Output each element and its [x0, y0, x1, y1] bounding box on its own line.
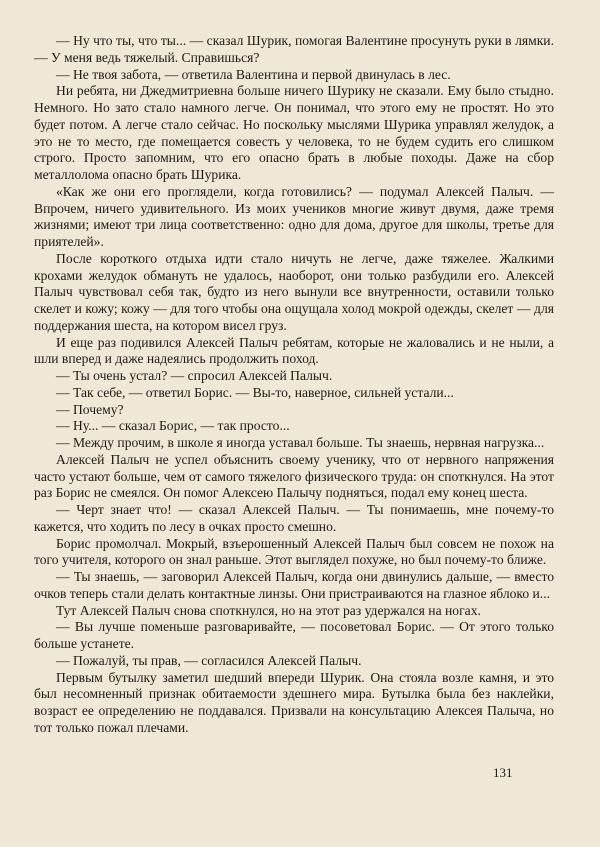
- page-text: [34, 33, 554, 737]
- paragraph: — Ты очень устал? — спросил Алексей Палыч.: [56, 368, 333, 383]
- paragraph: Ни ребята, ни Джедмитриевна больше ничего Шурику не сказали. Ему было стыдно. Немного. Но зато стало намного легче. Он понимал, что этого ему не простят. Но это будет потом. А легче стало сейчас. Но поскольку мыслями Шурика управлял желудок, а это не то место, где помещается совесть у человека, то не будем судить его слишком строго. Просто запомним, что его опасно брать в любые походы. Даже на сбор металлолома опасно брать Шурика.: [34, 83, 554, 182]
- paragraph: — Не твоя забота, — ответила Валентина и первой двинулась в лес.: [56, 66, 451, 82]
- paragraph: Тут Алексей Палыч снова споткнулся, но на этот раз удержался на ногах.: [56, 602, 481, 618]
- paragraph: — Почему?: [56, 401, 124, 417]
- paragraph: «Как же они его проглядели, когда готовились? — подумал Алексей Палыч. — Впрочем, ничего удивительного. Из моих учеников многие живут двумя, даже тремя жизнями; имеют три лица соответственно: одно для дома, другое для школы, третье для приятелей».: [34, 183, 554, 249]
- paragraph: — Так себе, — ответил Борис. — Вы-то, наверное, сильней устали...: [56, 384, 454, 400]
- paragraph: Алексей Палыч не успел объяснить своему ученику, что от нервного напряжения часто устают больше, чем от самого тяжелого физического труда: он споткнулся. На этот раз Борис не смеялся. Он помог Алексею Палычу подняться, подал ему конец шеста.: [34, 451, 554, 501]
- paragraph: — Ну что ты, что ты... — сказал Шурик, помогая Валентине просунуть руки в лямки. — У меня ведь тяжелый. Справишься?: [34, 33, 554, 65]
- paragraph: После короткого отдыха идти стало ничуть не легче, даже тяжелее. Жалкими крохами желудок обмануть не удалось, наоборот, они только разбудили его. Алексей Палыч чувствовал себя так, будто из него вынули все внутренности, оставили только скелет и кожу; кожу — для того чтобы она ощущала холод мокрой одежды, скелет — для поддержания шеста, на котором висел груз.: [34, 250, 554, 333]
- paragraph: — Черт знает что! — сказал Алексей Палыч. — Ты понимаешь, мне почему-то кажется, что ходить по лесу в очках просто смешно.: [34, 502, 554, 534]
- page-number: 131: [493, 765, 513, 780]
- paragraph: — Ну... — сказал Борис, — так просто...: [56, 418, 290, 434]
- paragraph: — Между прочим, в школе я иногда уставал больше. Ты знаешь, нервная нагрузка...: [56, 435, 545, 450]
- paragraph: Первым бутылку заметил шедший впереди Шурик. Она стояла возле камня, и это был несомненный признак обитаемости здешнего мира. Бутылка была без наклейки, возраст ее определению не поддавался. Призвали на консультацию Алексея Палыча, но тот только пожал плечами.: [34, 669, 554, 735]
- paragraph: — Вы лучше поменьше разговаривайте, — посоветовал Борис. — От этого только больше устанете.: [34, 619, 554, 651]
- paragraph: Борис промолчал. Мокрый, взъерошенный Алексей Палыч был совсем не похож на того учителя, которого он знал раньше. Этот выглядел похуже, но был почему-то ближе.: [34, 535, 554, 568]
- paragraph: — Ты знаешь, — заговорил Алексей Палыч, когда они двинулись дальше, — вместо очков теперь стали делать контактные линзы. Они пристраиваются на глазное яблоко и...: [34, 569, 554, 601]
- paragraph: И еще раз подивился Алексей Палыч ребятам, которые не жаловались и не ныли, а шли вперед и даже надеялись продолжить поход.: [34, 334, 554, 367]
- paragraph: — Пожалуй, ты прав, — согласился Алексей Палыч.: [56, 652, 362, 668]
